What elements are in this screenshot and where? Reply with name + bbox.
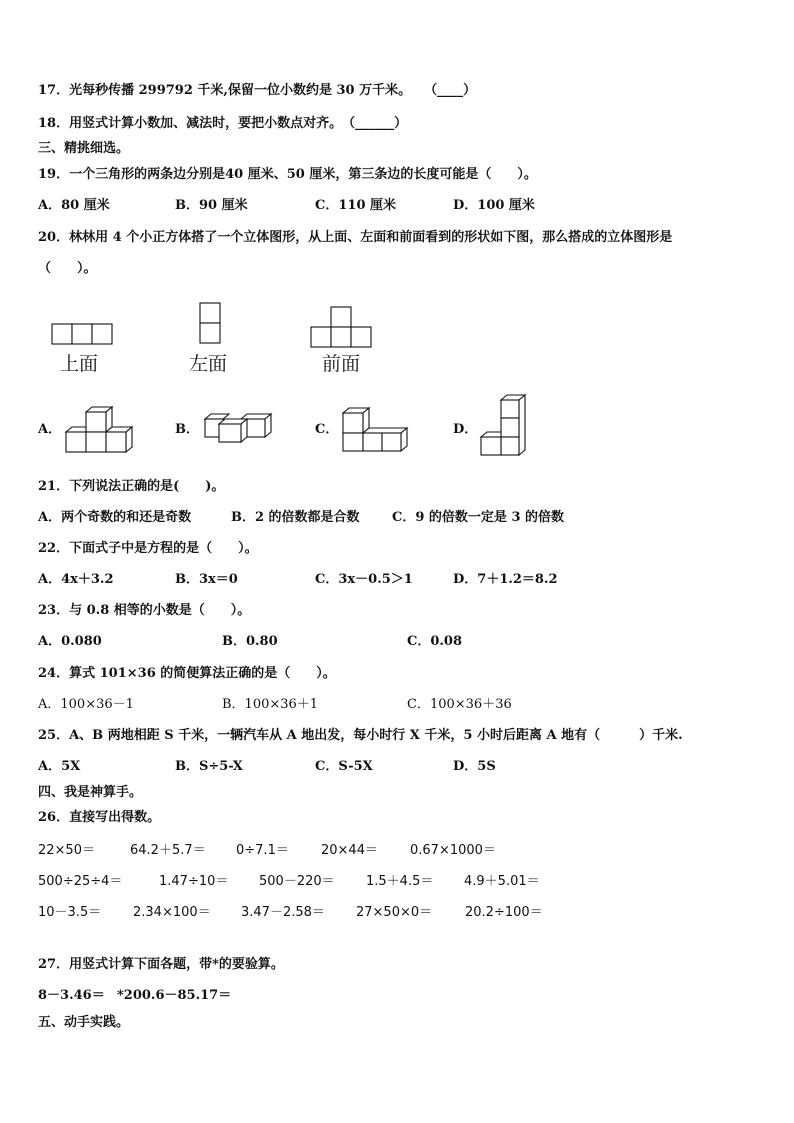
question-19: 19．一个三角形的两条边分别是40 厘米、50 厘米，第三条边的长度可能是（ ）。 bbox=[38, 167, 537, 182]
q21-option-b: B．2 的倍数都是合数 bbox=[231, 510, 360, 525]
q27-item-1: 8－3.46＝ bbox=[38, 988, 105, 1003]
q19-option-a: A．80 厘米 bbox=[38, 198, 110, 213]
section-3-heading: 三、精挑细选。 bbox=[38, 141, 130, 156]
calc-item: 1.47÷10＝ bbox=[159, 874, 229, 889]
calc-item: 4.9＋5.01＝ bbox=[464, 874, 540, 889]
q20-option-a-figure bbox=[64, 405, 134, 453]
q20-option-b-figure bbox=[203, 412, 273, 442]
question-26: 26．直接写出得数。 bbox=[38, 810, 161, 825]
calc-item: 2.34×100＝ bbox=[133, 905, 211, 920]
top-view-figure bbox=[50, 322, 114, 346]
question-22: 22．下面式子中是方程的是（ ）。 bbox=[38, 541, 258, 556]
calc-item: 20×44＝ bbox=[321, 843, 378, 858]
q23-option-b: B．0.80 bbox=[222, 634, 278, 649]
calc-item: 64.2＋5.7＝ bbox=[130, 843, 206, 858]
q20-option-b: B． bbox=[175, 422, 199, 437]
q24-option-c: C．100×36＋36 bbox=[407, 697, 512, 712]
q19-option-d: D．100 厘米 bbox=[453, 198, 535, 213]
q27-item-2: *200.6－85.17＝ bbox=[117, 988, 232, 1003]
calc-item: 20.2÷100＝ bbox=[465, 905, 543, 920]
q20-option-d: D． bbox=[453, 422, 478, 437]
calc-item: 3.47－2.58＝ bbox=[241, 905, 325, 920]
left-view-label: 左面 bbox=[189, 353, 228, 375]
calc-item: 10－3.5＝ bbox=[38, 905, 102, 920]
calc-item: 500÷25÷4＝ bbox=[38, 874, 123, 889]
q24-option-b: B．100×36＋1 bbox=[222, 697, 319, 712]
q25-option-c: C．S-5X bbox=[315, 759, 373, 774]
q20-option-c: C． bbox=[315, 422, 339, 437]
section-5-heading: 五、动手实践。 bbox=[38, 1015, 130, 1030]
front-view-label: 前面 bbox=[322, 353, 361, 375]
calc-item: 0.67×1000＝ bbox=[410, 843, 496, 858]
q23-option-a: A．0.080 bbox=[38, 634, 102, 649]
question-18: 18．用竖式计算小数加、减法时，要把小数点对齐。 （______） bbox=[38, 116, 408, 131]
front-view-figure bbox=[309, 305, 373, 349]
q21-option-a: A．两个奇数的和还是奇数 bbox=[38, 510, 192, 525]
question-20-line1: 20．林林用 4 个小正方体搭了一个立体图形，从上面、左面和前面看到的形状如下图，那么搭成的立体图形是 bbox=[38, 230, 673, 245]
question-23: 23．与 0.8 相等的小数是（ ）。 bbox=[38, 603, 251, 618]
q22-option-a: A．4x＋3.2 bbox=[38, 572, 114, 587]
question-21: 21．下列说法正确的是( )。 bbox=[38, 479, 225, 494]
question-17: 17．光每秒传播 299792 千米,保留一位小数约是 30 万千米。 （____） bbox=[38, 83, 477, 98]
q20-option-a: A． bbox=[38, 422, 62, 437]
q25-option-d: D．5S bbox=[453, 759, 496, 774]
q25-option-a: A．5X bbox=[38, 759, 81, 774]
left-view-figure bbox=[198, 301, 222, 345]
calc-item: 0÷7.1＝ bbox=[236, 843, 289, 858]
q23-option-c: C．0.08 bbox=[407, 634, 463, 649]
section-4-heading: 四、我是神算手。 bbox=[38, 785, 143, 800]
q24-option-a: A．100×36－1 bbox=[38, 697, 134, 712]
question-25: 25．A、B 两地相距 S 千米，一辆汽车从 A 地出发，每小时行 X 千米，5 小时后距离 A 地有（ ）千米. bbox=[38, 728, 683, 743]
q22-option-d: D．7＋1.2＝8.2 bbox=[453, 572, 558, 587]
calc-item: 22×50＝ bbox=[38, 843, 95, 858]
q20-option-c-figure bbox=[341, 406, 411, 454]
q22-option-b: B．3x＝0 bbox=[175, 572, 238, 587]
question-24: 24．算式 101×36 的简便算法正确的是（ ）。 bbox=[38, 666, 336, 681]
q22-option-c: C．3x－0.5＞1 bbox=[315, 572, 413, 587]
calc-item: 1.5＋4.5＝ bbox=[366, 874, 434, 889]
question-27: 27．用竖式计算下面各题，带*的要验算。 bbox=[38, 957, 284, 972]
top-view-label: 上面 bbox=[60, 353, 99, 375]
calc-item: 27×50×0＝ bbox=[356, 905, 433, 920]
question-20-line2: （ ）。 bbox=[38, 261, 97, 276]
q25-option-b: B．S÷5-X bbox=[175, 759, 243, 774]
q21-option-c: C．9 的倍数一定是 3 的倍数 bbox=[392, 510, 565, 525]
q19-option-b: B．90 厘米 bbox=[175, 198, 248, 213]
q20-option-d-figure bbox=[479, 394, 529, 460]
calc-item: 500－220＝ bbox=[259, 874, 335, 889]
q19-option-c: C．110 厘米 bbox=[315, 198, 397, 213]
